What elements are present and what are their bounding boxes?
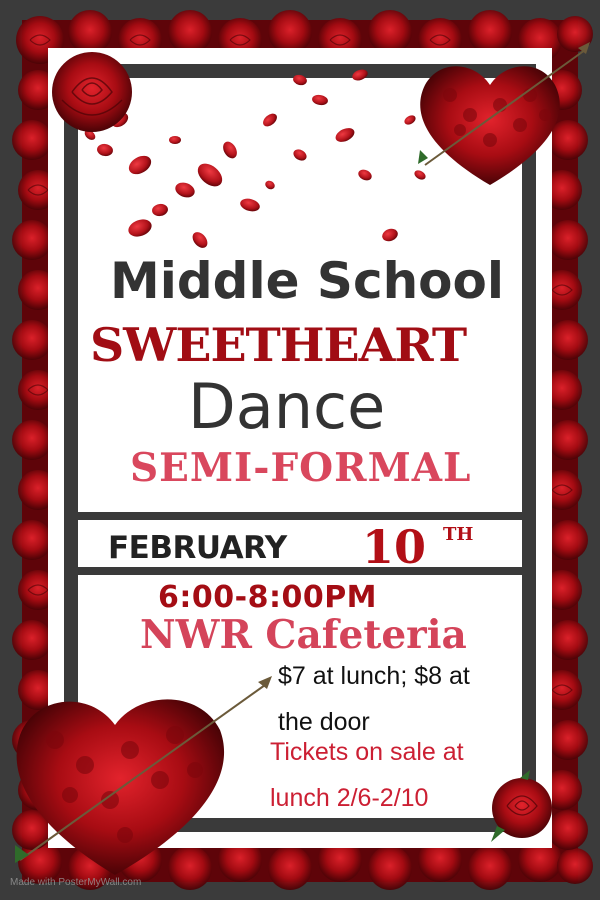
date-day: 10 bbox=[362, 520, 427, 574]
tickets-line-2: lunch 2/6-2/10 bbox=[270, 784, 429, 812]
watermark: Made with PosterMyWall.com bbox=[10, 877, 142, 888]
event-location: NWR Cafeteria bbox=[140, 612, 467, 658]
headline-middle-school: Middle School bbox=[110, 252, 505, 310]
divider-bottom bbox=[64, 567, 536, 575]
headline-dance: Dance bbox=[188, 370, 386, 443]
tickets-line-1: Tickets on sale at bbox=[270, 738, 464, 766]
date-month: FEBRUARY bbox=[108, 530, 287, 566]
price-line-2: the door bbox=[278, 708, 370, 736]
single-rose-top-icon bbox=[52, 52, 132, 132]
date-suffix: TH bbox=[443, 524, 474, 545]
divider-top bbox=[64, 512, 536, 520]
price-line-1: $7 at lunch; $8 at bbox=[278, 662, 470, 690]
event-time: 6:00-8:00PM bbox=[158, 580, 378, 615]
headline-sweetheart: SWEETHEART bbox=[90, 318, 467, 372]
dress-code-label: SEMI-FORMAL bbox=[130, 445, 472, 491]
